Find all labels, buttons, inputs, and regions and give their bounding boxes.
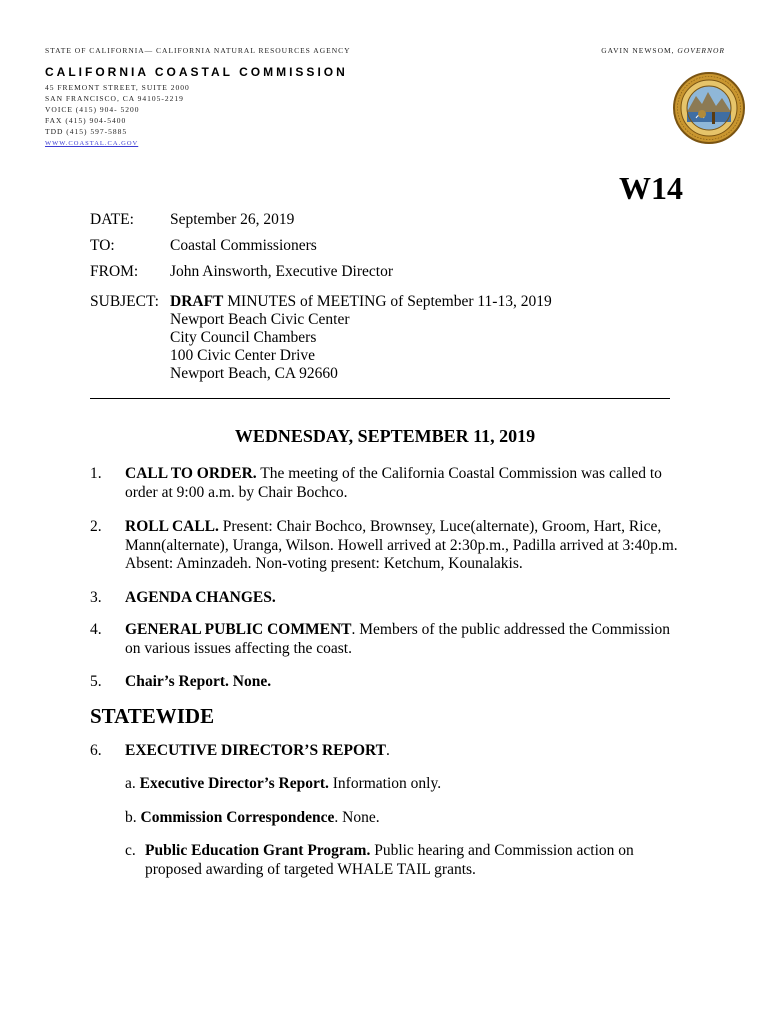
agenda-item-call-to-order xyxy=(125,465,685,502)
governor-name: GAVIN NEWSOM, xyxy=(601,46,675,55)
item-number: 3. xyxy=(90,589,102,606)
item-title: GENERAL PUBLIC COMMENT xyxy=(125,621,352,638)
item-number: 2. xyxy=(90,518,102,535)
item-body: . Members of the public addressed the Commission on various issues affecting the coast. xyxy=(125,621,671,657)
agenda-item-chairs-report xyxy=(125,673,685,692)
subitem-body: Information only. xyxy=(328,775,442,792)
state-seal-icon xyxy=(672,68,746,154)
item-title: EXECUTIVE DIRECTOR’S REPORT xyxy=(125,742,386,759)
item-title: CALL TO ORDER. xyxy=(125,465,257,482)
item-number: 5. xyxy=(90,673,102,690)
date-value: September 26, 2019 xyxy=(170,211,295,228)
subitem-title: Commission Correspondence xyxy=(140,809,335,826)
subject-line: Newport Beach Civic Center xyxy=(170,311,350,328)
agenda-item-public-comment xyxy=(125,621,685,658)
subitem-body: Public hearing and Commission action on proposed awarding of targeted WHALE TAIL grants. xyxy=(145,842,634,878)
subitem-executive-directors-report xyxy=(125,775,685,794)
item-title: Chair’s Report. None. xyxy=(125,673,272,690)
item-number: 4. xyxy=(90,621,102,638)
commission-name: CALIFORNIA COASTAL COMMISSION xyxy=(45,65,348,79)
website-link[interactable]: WWW.COASTAL.CA.GOV xyxy=(45,140,139,147)
subject-title-rest: MINUTES of MEETING of September 11-13, 2019 xyxy=(223,293,552,310)
subitem-letter: b. xyxy=(125,809,137,826)
from-value: John Ainsworth, Executive Director xyxy=(170,263,393,280)
subject-line: City Council Chambers xyxy=(170,329,317,346)
subitem-letter: a. xyxy=(125,775,136,792)
from-label: FROM: xyxy=(90,263,139,280)
section-heading: STATEWIDE xyxy=(90,704,215,728)
subitem-public-education-grant xyxy=(125,842,685,879)
governor-title: GOVERNOR xyxy=(677,46,725,55)
address-line: VOICE (415) 904- 5200 xyxy=(45,105,140,114)
subject-line: 100 Civic Center Drive xyxy=(170,347,316,364)
item-body: . xyxy=(386,742,390,759)
subject-label: SUBJECT: xyxy=(90,293,159,310)
item-title: ROLL CALL. xyxy=(125,518,219,535)
governor-line xyxy=(601,46,725,55)
to-value: Coastal Commissioners xyxy=(170,237,317,254)
item-body: Present: Chair Bochco, Brownsey, Luce(alternate), Groom, Hart, Rice, Mann(alternate), Uranga, Wilson. Howell arrived at 2:30p.m., Padilla arrived at 3:40p.m. Absent: Aminzadeh. Non-voting present: Ketchum, Kounalakis. xyxy=(125,518,678,572)
day-heading: WEDNESDAY, SEPTEMBER 11, 2019 xyxy=(234,426,536,446)
address-line: TDD (415) 597-5885 xyxy=(45,127,128,136)
subitem-title: Executive Director’s Report. xyxy=(139,775,329,792)
address-line: 45 FREMONT STREET, SUITE 2000 xyxy=(45,83,190,92)
address-line: FAX (415) 904-5400 xyxy=(45,116,127,125)
document-number: W14 xyxy=(619,170,683,206)
item-number: 1. xyxy=(90,465,102,482)
header-divider xyxy=(90,398,670,399)
agenda-item-roll-call xyxy=(125,518,685,574)
subject-title xyxy=(170,293,552,311)
subject-block xyxy=(170,293,552,383)
agenda-item-executive-report xyxy=(125,742,685,761)
address-line: SAN FRANCISCO, CA 94105-2219 xyxy=(45,94,184,103)
subject-line: Newport Beach, CA 92660 xyxy=(170,365,338,382)
subitem-content xyxy=(145,842,665,879)
agency-line: STATE OF CALIFORNIA— CALIFORNIA NATURAL RESOURCES AGENCY xyxy=(45,46,351,55)
commission-address xyxy=(45,82,190,149)
subitem-commission-correspondence xyxy=(125,809,685,828)
subitem-body: . None. xyxy=(334,809,380,826)
subitem-letter: c. xyxy=(125,842,136,859)
date-label: DATE: xyxy=(90,211,134,228)
subject-draft: DRAFT xyxy=(170,293,224,310)
item-body: The meeting of the California Coastal Commission was called to order at 9:00 a.m. by Chair Bochco. xyxy=(125,465,662,501)
subitem-title: Public Education Grant Program. xyxy=(145,842,371,859)
item-number: 6. xyxy=(90,742,102,759)
agenda-item-agenda-changes xyxy=(125,589,685,608)
to-label: TO: xyxy=(90,237,115,254)
item-title: AGENDA CHANGES. xyxy=(125,589,276,606)
